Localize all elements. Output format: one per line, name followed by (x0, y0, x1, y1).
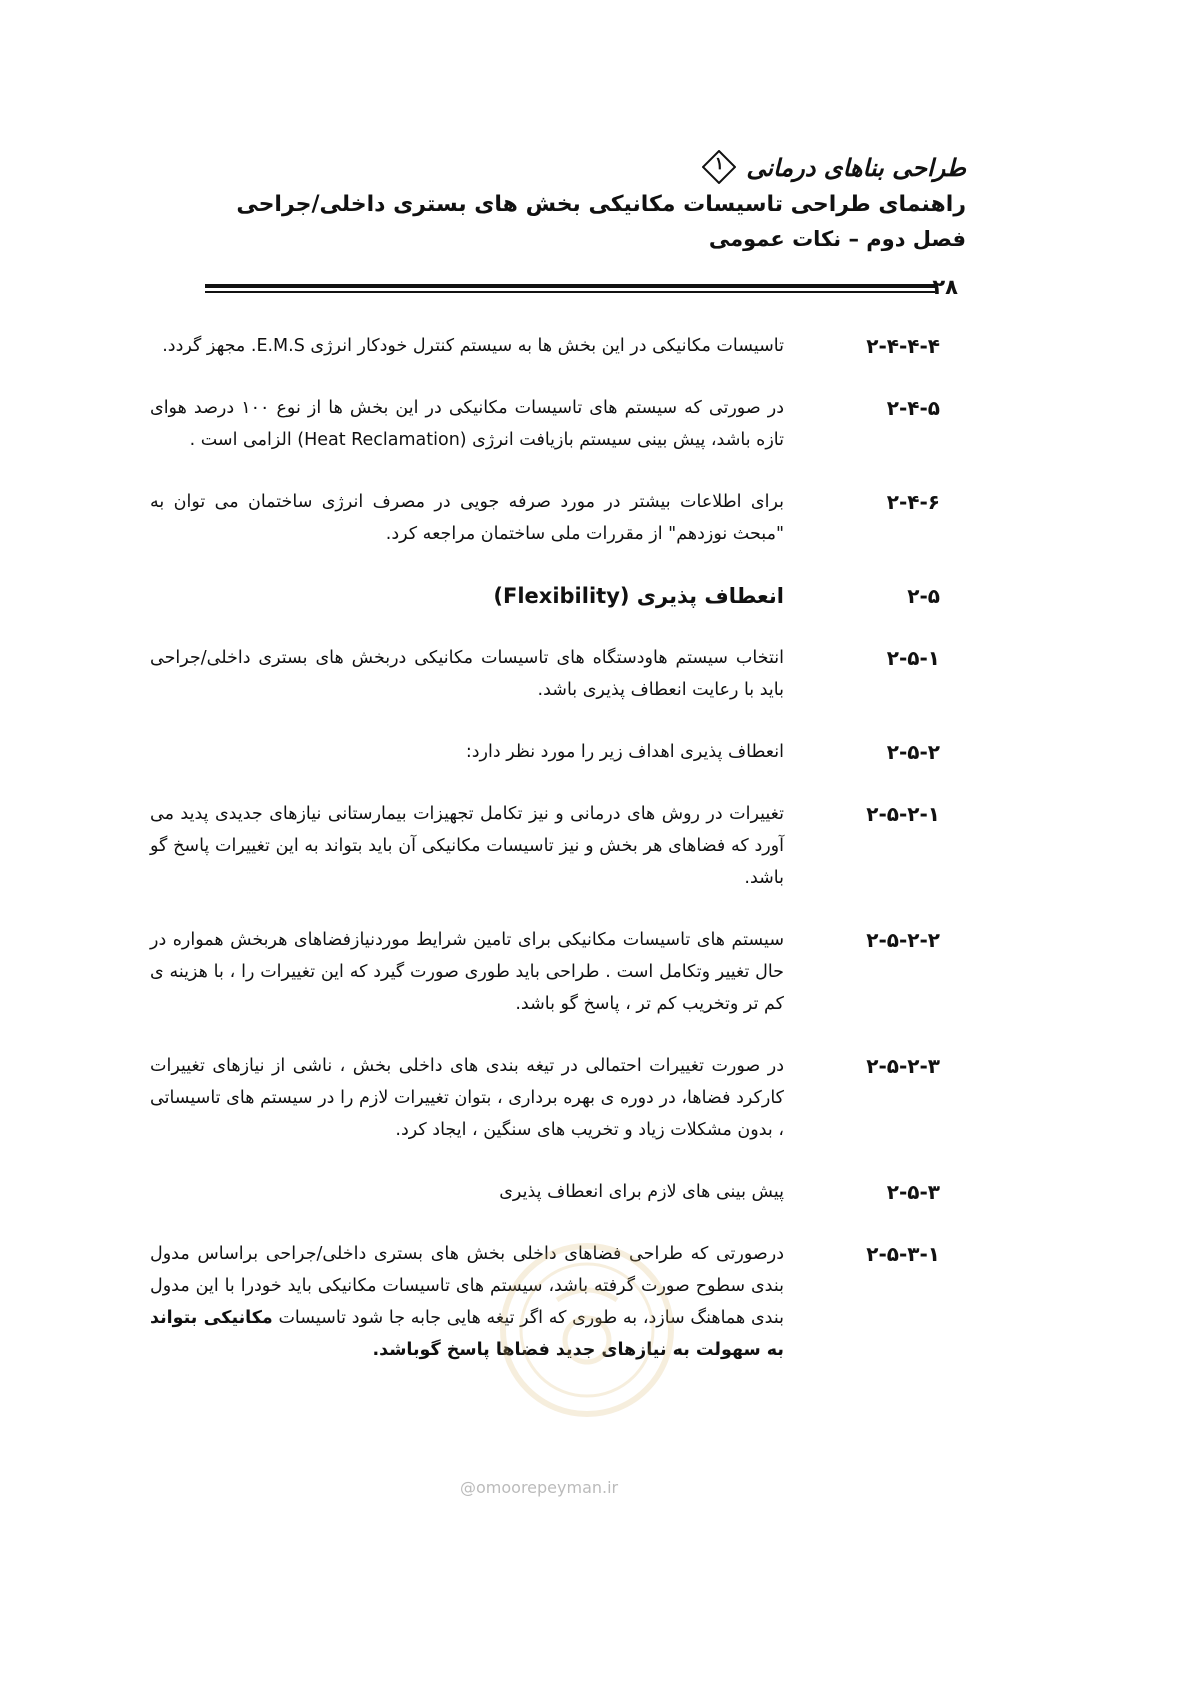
body-content (150, 330, 940, 1366)
section-text: تاسیسات مکانیکی در این بخش ها به سیستم کنترل خودکار انرژی E.M.S. مجهز گردد. (162, 336, 784, 356)
section-number: ۲-۴-۶ (886, 490, 940, 514)
section-number: ۲-۴-۴-۴ (866, 334, 940, 358)
section-number: ۲-۴-۵ (886, 396, 940, 420)
section-row (150, 330, 940, 362)
section-row (150, 392, 940, 456)
section-text-bold: مکانیکی بتواند به سهولت به نیازهای جدید فضاها پاسخ گوباشد. (150, 1308, 784, 1360)
section-row (150, 1176, 940, 1208)
section-number: ۲-۵-۲-۲ (866, 928, 940, 952)
series-name: طراحی بناهای درمانی (746, 152, 966, 182)
watermark-site-text: @omoorepeyman.ir (460, 1478, 619, 1497)
page-header (206, 150, 966, 251)
section-number: ۲-۵-۳ (886, 1180, 940, 1204)
section-text-main: درصورتی که طراحی فضاهای داخلی بخش های بستری داخلی/جراحی براساس مدول بندی سطوح صورت گرفته باشد، سیستم های تاسیسات مکانیکی باید خودرا با این مدول بندی هماهنگ سازد، به طوری که اگر تیغه هایی جابه جا شود تاسیسات (150, 1244, 784, 1328)
section-number: ۲-۵-۲-۳ (866, 1054, 940, 1078)
section-heading-row (150, 580, 940, 612)
chapter-title: فصل دوم – نکات عمومی (708, 227, 966, 251)
section-row (150, 642, 940, 706)
header-rule (205, 284, 935, 293)
section-number: ۲-۵ (907, 584, 940, 608)
section-text: تغییرات در روش های درمانی و نیز تکامل تجهیزات بیمارستانی نیازهای جدیدی پدید می آورد که فضاهای هر بخش و نیز تاسیسات مکانیکی آن باید بتواند به این تغییرات پاسخ گو باشد. (150, 804, 784, 888)
section-text: در صورت تغییرات احتمالی در تیغه بندی های داخلی بخش ، ناشی از نیازهای تغییرات کارکرد فضاها، در دوره ی بهره برداری ، بتوان تغییرات لازم را در سیستم های تاسیساتی ، بدون مشکلات زیاد و تخریب های سنگین ، ایجاد کرد. (150, 1056, 784, 1140)
section-number: ۲-۵-۳-۱ (866, 1242, 940, 1266)
section-text: در صورتی که سیستم های تاسیسات مکانیکی در این بخش ها از نوع ۱۰۰ درصد هوای تازه باشد، پیش بینی سیستم بازیافت انرژی (Heat Reclamation) الزامی است . (150, 398, 784, 450)
series-title (206, 150, 966, 184)
section-row (150, 1050, 940, 1146)
section-number: ۲-۵-۲ (886, 740, 940, 764)
section-number: ۲-۵-۱ (886, 646, 940, 670)
section-text: انعطاف پذیری اهداف زیر را مورد نظر دارد: (465, 742, 784, 762)
watermark-seal-icon (497, 1240, 677, 1420)
section-row (150, 924, 940, 1020)
section-text: سیستم های تاسیسات مکانیکی برای تامین شرایط موردنیازفضاهای هربخش همواره در حال تغییر وتکامل است . طراحی باید طوری صورت گیرد که این تغییرات را ، با هزینه ی کم تر وتخریب کم تر ، پاسخ گو باشد. (150, 930, 784, 1014)
section-row (150, 736, 940, 768)
section-text: پیش بینی های لازم برای انعطاف پذیری (499, 1182, 784, 1202)
page-number: ۲۸ (932, 275, 958, 299)
section-number: ۲-۵-۲-۱ (866, 802, 940, 826)
section-text: انتخاب سیستم هاودستگاه های تاسیسات مکانیکی دربخش های بستری داخلی/جراحی باید با رعایت انعطاف پذیری باشد. (150, 648, 784, 700)
section-row (150, 798, 940, 894)
series-number: ۱ (714, 154, 724, 174)
section-heading: انعطاف پذیری (Flexibility) (493, 584, 784, 608)
section-text: برای اطلاعات بیشتر در مورد صرفه جویی در مصرف انرژی ساختمان می توان به "مبحث نوزدهم" از مقررات ملی ساختمان مراجعه کرد. (150, 492, 784, 544)
section-row (150, 486, 940, 550)
document-title: راهنمای طراحی تاسیسات مکانیکی بخش های بستری داخلی/جراحی (236, 192, 966, 217)
section-text (150, 1238, 820, 1366)
diamond-number-icon (702, 150, 736, 184)
